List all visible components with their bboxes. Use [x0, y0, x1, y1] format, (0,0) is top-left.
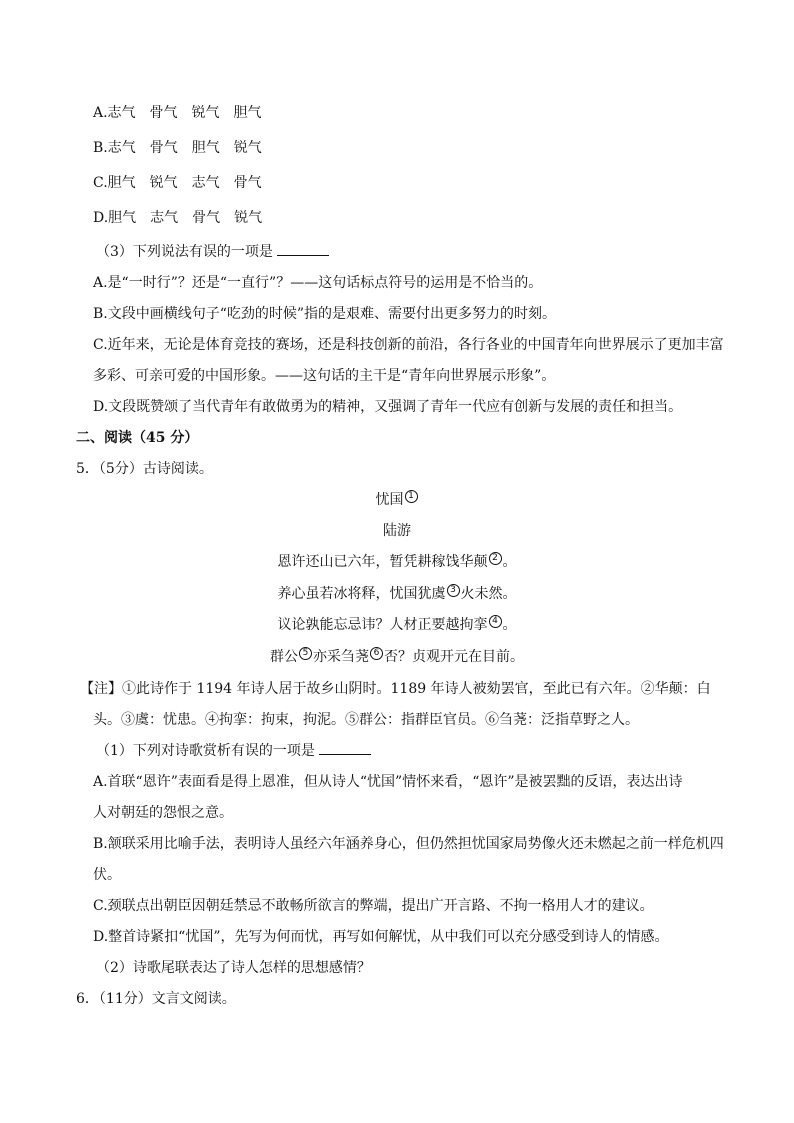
note-mark-5: 5	[299, 647, 312, 660]
q4-sub3-option-d: D.文段既赞颂了当代青年有敢做勇为的精神，又强调了青年一代应有创新与发展的责任和担当。	[93, 399, 683, 415]
q4-sub3-option-b: B.文段中画横线句子“吃劲的时候”指的是艰难、需要付出更多努力的时刻。	[93, 306, 557, 322]
note-mark-2: 2	[489, 552, 502, 565]
poem-author: 陆游	[383, 523, 411, 539]
q5-option-c: C.颈联点出朝臣因朝廷禁忌不敢畅所欲言的弊端，提出广开言路、不拘一格用人才的建议。	[93, 898, 654, 914]
q4-option-a: A.志气 骨气 锐气 胆气	[93, 105, 262, 121]
answer-blank	[319, 742, 371, 755]
answer-blank	[277, 243, 329, 256]
q5-option-d: D.整首诗紧扣“忧国”，先写为何而忧，再写如何解忧，从中我们可以充分感受到诗人的情感。	[93, 929, 669, 945]
poem-title-text: 忧国	[375, 492, 404, 508]
note-mark-6: 6	[370, 647, 383, 660]
poem-line-2-end: 火未然。	[460, 586, 517, 602]
poem-line-4-text-c: 否？贞观开元在目前。	[384, 649, 524, 665]
poem-line-2-text: 养心虽若冰将释，忧国犹虞	[277, 586, 446, 602]
q4-sub3-option-a: A.是“一时行”？还是“一直行”？——这句话标点符号的运用是不恰当的。	[93, 275, 543, 291]
q4-sub3-option-c-line2: 多彩、可亲可爱的中国形象。——这句话的主干是“青年向世界展示形象”。	[93, 368, 556, 384]
q5-header: 5．（5分）古诗阅读。	[76, 461, 213, 477]
poem-line-4-text-b: 亦采刍荛	[313, 649, 369, 665]
poem-line-2	[0, 584, 794, 604]
poem-line-4-text-a: 群公	[270, 649, 298, 665]
section-heading-reading: 二、阅读（45 分）	[76, 430, 199, 446]
note-mark-4: 4	[489, 615, 502, 628]
poem-line-3	[0, 615, 794, 635]
q5-option-b-line2: 伏。	[93, 867, 121, 883]
note-mark-1: 1	[405, 490, 418, 503]
q6-header: 6．（11分）文言文阅读。	[76, 991, 236, 1007]
q5-option-a-line1: A.首联“恩许”表面看是得上恩准，但从诗人“忧国”情怀来看，“恩许”是被罢黜的反语，表达出诗	[93, 774, 683, 790]
poem-line-1	[0, 552, 794, 572]
poem-note-line2: 头。③虞：忧患。④拘挛：拘束，拘泥。⑤群公：指群臣官员。⑥刍荛：泛指草野之人。	[93, 712, 639, 728]
poem-line-1-text: 恩许还山已六年，暂凭耕稼饯华颠	[277, 554, 488, 570]
poem-line-4	[0, 647, 794, 667]
poem-line-3-end: 。	[502, 617, 517, 633]
q4-option-b: B.志气 骨气 胆气 锐气	[93, 140, 262, 156]
q5-sub2-stem: （2）诗歌尾联表达了诗人怎样的思想感情？	[96, 960, 371, 976]
q5-option-b-line1: B.颔联采用比喻手法，表明诗人虽经六年涵养身心，但仍然担忧国家局势像火还未燃起之前一样危机四	[93, 836, 724, 852]
q4-sub3-stem	[96, 242, 329, 262]
q4-option-d: D.胆气 志气 骨气 锐气	[93, 210, 263, 226]
q5-option-a-line2: 人对朝廷的怨恨之意。	[93, 805, 233, 821]
q4-sub3-stem-text: （3）下列说法有误的一项是	[96, 244, 273, 260]
poem-title	[0, 490, 794, 510]
poem-line-3-text: 议论孰能忘忌讳？人材正要越拘挛	[277, 617, 488, 633]
q4-option-c: C.胆气 锐气 志气 骨气	[93, 175, 262, 191]
q4-sub3-option-c-line1: C.近年来，无论是体育竞技的赛场，还是科技创新的前沿，各行各业的中国青年向世界展示了更加丰富	[93, 337, 724, 353]
q5-sub1-stem	[96, 741, 371, 761]
note-mark-3: 3	[447, 584, 460, 597]
q5-sub1-stem-text: （1）下列对诗歌赏析有误的一项是	[96, 743, 315, 759]
poem-note-line1: 【注】①此诗作于 1194 年诗人居于故乡山阴时。1189 年诗人被劾罢官，至此已有六年。②华颠：白	[80, 681, 711, 697]
poem-line-1-end: 。	[502, 554, 517, 570]
